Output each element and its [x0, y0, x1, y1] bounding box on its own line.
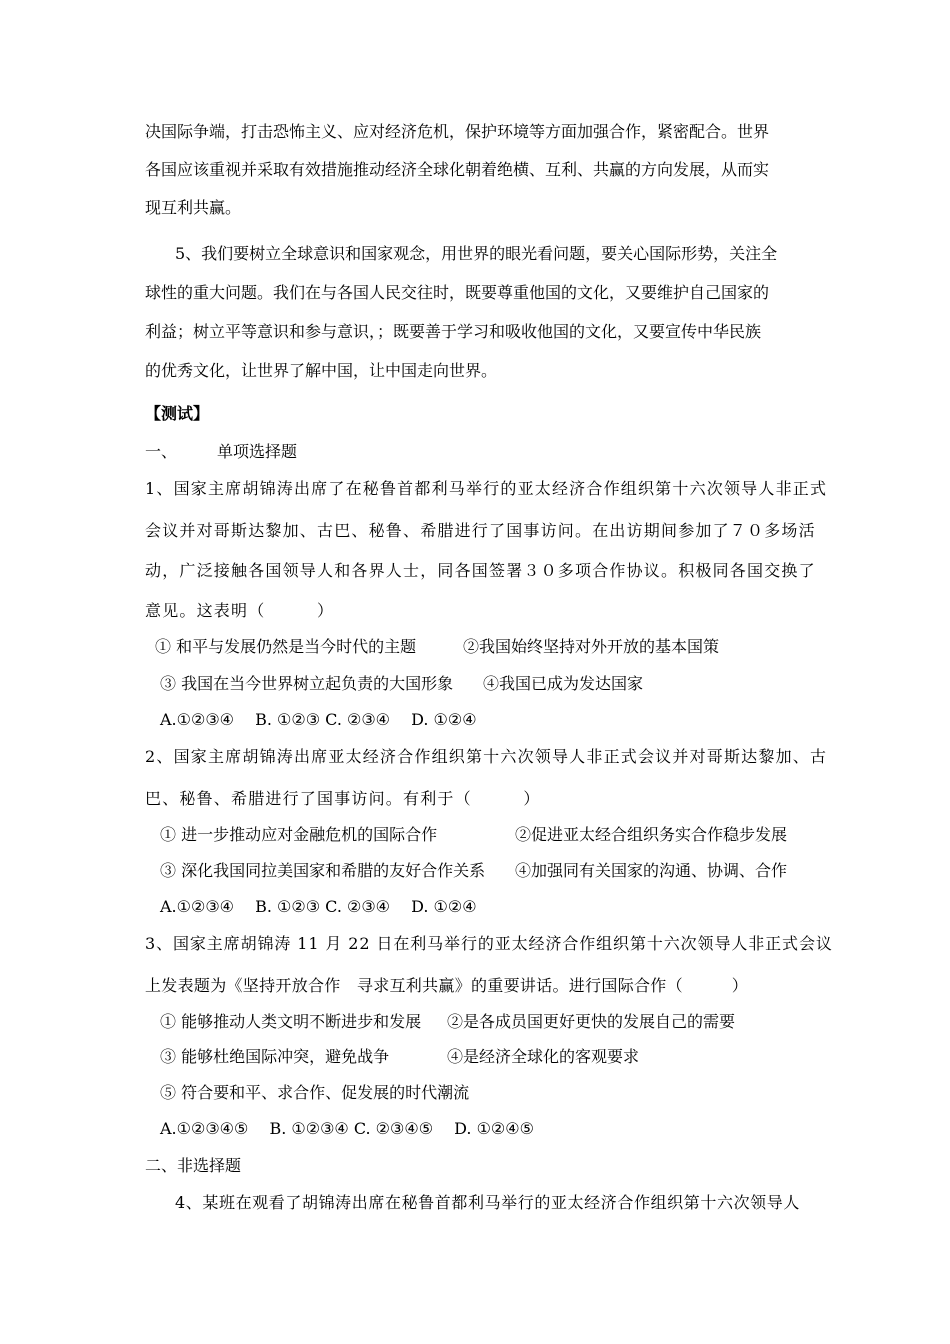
q3-option-2: ②是各成员国更好更快的发展自己的需要 [447, 1012, 736, 1031]
q2-option-2: ②促进亚太经合组织务实合作稳步发展 [515, 825, 788, 844]
q2-answer-choices: A.①②③④ B. ①②③ C. ②③④ D. ①②④ [160, 897, 477, 916]
section-1-heading [145, 442, 297, 462]
paragraph-5-line-1: 5、我们要树立全球意识和国家观念，用世界的眼光看问题，要关心国际形势，关注全 [175, 244, 778, 263]
intro-line-2: 各国应该重视并采取有效措施推动经济全球化朝着绝横、互利、共赢的方向发展，从而实 [145, 160, 770, 179]
q1-line-4: 意见。这表明（ ） [145, 601, 335, 620]
paragraph-5-line-3: 利益；树立平等意识和参与意识，；既要善于学习和吸收他国的文化，又要宣传中华民族 [145, 322, 762, 341]
test-heading: 【测试】 [145, 404, 210, 423]
q1-line-3: 动，广泛接触各国领导人和各界人士，同各国签署３０多项合作协议。积极同各国交换了 [145, 561, 816, 580]
q1-option-4: ④我国已成为发达国家 [483, 674, 644, 693]
paragraph-5-line-4: 的优秀文化，让世界了解中国，让中国走向世界。 [145, 361, 498, 380]
section-1-number: 一、 [145, 442, 178, 461]
q1-line-2: 会议并对哥斯达黎加、古巴、秘鲁、希腊进行了国事访问。在出访期间参加了７０多场活 [145, 521, 816, 540]
q3-answer-choices: A.①②③④⑤ B. ①②③④ C. ②③④⑤ D. ①②④⑤ [160, 1119, 534, 1138]
q2-option-3: ③ 深化我国同拉美国家和希腊的友好合作关系 [160, 861, 486, 880]
q1-option-1: ① 和平与发展仍然是当今时代的主题 [155, 637, 417, 656]
q1-option-3: ③ 我国在当今世界树立起负责的大国形象 [160, 674, 454, 693]
section-2-heading: 二、非选择题 [145, 1156, 242, 1175]
q1-answer-choices: A.①②③④ B. ①②③ C. ②③④ D. ①②④ [160, 710, 477, 729]
q2-option-4: ④加强同有关国家的沟通、协调、合作 [515, 861, 788, 880]
q3-option-4: ④是经济全球化的客观要求 [447, 1047, 640, 1066]
section-1-title: 单项选择题 [217, 442, 298, 461]
q3-option-3: ③ 能够杜绝国际冲突，避免战争 [160, 1047, 390, 1066]
q2-line-2: 巴、秘鲁、希腊进行了国事访问。有利于（ ） [145, 789, 541, 808]
q1-option-2: ②我国始终坚持对外开放的基本国策 [463, 637, 720, 656]
q3-line-1: 3、国家主席胡锦涛 11 月 22 日在利马举行的亚太经济合作组织第十六次领导人非正式会议 [145, 934, 833, 953]
q4-line-1: 4、某班在观看了胡锦涛出席在秘鲁首都利马举行的亚太经济合作组织第十六次领导人 [175, 1193, 800, 1212]
intro-line-3: 现互利共赢。 [145, 198, 242, 217]
q3-line-2: 上发表题为《坚持开放合作 寻求互利共赢》的重要讲话。进行国际合作（ ） [145, 976, 749, 995]
paragraph-5-line-2: 球性的重大问题。我们在与各国人民交往时，既要尊重他国的文化，又要维护自己国家的 [145, 283, 770, 302]
q3-option-5: ⑤ 符合要和平、求合作、促发展的时代潮流 [160, 1083, 470, 1102]
q3-option-1: ① 能够推动人类文明不断进步和发展 [160, 1012, 422, 1031]
intro-line-1: 决国际争端，打击恐怖主义、应对经济危机，保护环境等方面加强合作，紧密配合。世界 [145, 122, 770, 141]
q2-line-1: 2、国家主席胡锦涛出席亚太经济合作组织第十六次领导人非正式会议并对哥斯达黎加、古 [145, 747, 828, 766]
q2-option-1: ① 进一步推动应对金融危机的国际合作 [160, 825, 438, 844]
q1-line-1: 1、国家主席胡锦涛出席了在秘鲁首都利马举行的亚太经济合作组织第十六次领导人非正式 [145, 479, 828, 498]
